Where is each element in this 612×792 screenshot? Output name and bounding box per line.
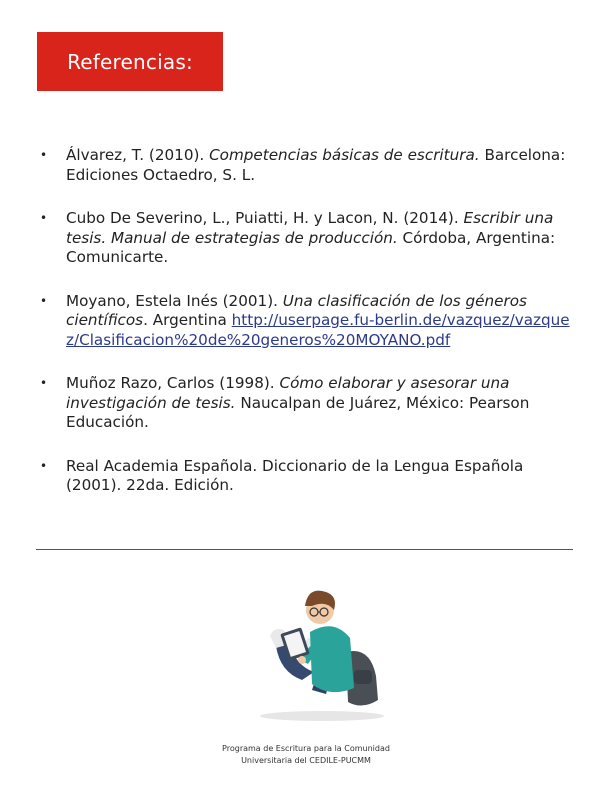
reference-item xyxy=(40,374,572,433)
bullet: • xyxy=(40,293,48,308)
reference-list xyxy=(40,146,572,520)
reference-publisher: Naucalpan de Juárez, México: Pearson Educación. xyxy=(66,393,530,431)
references-header xyxy=(37,32,223,91)
bullet: • xyxy=(40,211,48,225)
reference-publisher: . Argentina xyxy=(143,311,232,329)
reference-author: Muñoz Razo, Carlos (1998). xyxy=(66,374,280,392)
bullet: • xyxy=(40,458,48,473)
student-reading-illustration xyxy=(250,572,390,722)
reference-publisher: Córdoba, Argentina: Comunicarte. xyxy=(66,228,556,266)
reference-item xyxy=(40,209,572,268)
reference-title: Una clasificación de los géneros científicos xyxy=(66,291,527,329)
reference-title: Competencias básicas de escritura. xyxy=(209,146,480,164)
footer-line: Programa de Escritura para la Comunidad xyxy=(222,744,390,753)
reference-author: Cubo De Severino, L., Puiatti, H. y Lacon, N. (2014). xyxy=(66,209,464,227)
footer-line: Universitaria del CEDILE-PUCMM xyxy=(241,756,371,765)
reference-author: Real Academia Española. Diccionario de la Lengua Española (2001). 22da. Edición. xyxy=(66,456,524,494)
divider xyxy=(36,549,573,550)
bullet: • xyxy=(40,148,48,162)
reference-item xyxy=(40,292,572,351)
bullet: • xyxy=(40,376,48,390)
reference-title: Escribir una tesis. Manual de estrategias de producción. xyxy=(66,209,554,247)
reference-item xyxy=(40,457,572,496)
page-title: Referencias: xyxy=(67,49,193,74)
reference-author: Moyano, Estela Inés (2001). xyxy=(66,291,283,310)
footer xyxy=(0,743,612,767)
reference-title: Cómo elaborar y asesorar una investigación de tesis. xyxy=(66,374,510,412)
reference-item xyxy=(40,146,572,185)
reference-publisher: Barcelona: Ediciones Octaedro, S. L. xyxy=(66,146,566,184)
reference-link[interactable]: http://userpage.fu-berlin.de/vazquez/vazquez/Clasificacion%20de%20generos%20MOYANO.pdf xyxy=(66,311,570,349)
reference-author: Álvarez, T. (2010). xyxy=(66,146,210,164)
